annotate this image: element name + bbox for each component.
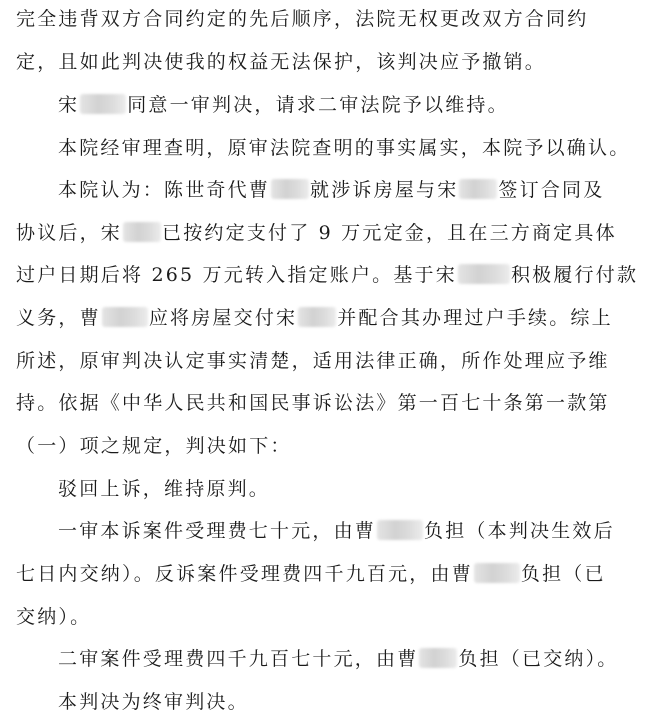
line-text: 完全违背双方合同约定的先后顺序，法院无权更改双方合同约 (16, 8, 589, 30)
line-text: 并配合其办理过户手续。综上 (337, 307, 613, 329)
line-text: 已按约定支付了 9 万元定金，且在三方商定具体 (162, 222, 617, 244)
paragraph-line (0, 513, 647, 549)
line-text: 本院经审理查明，原审法院查明的事实属实，本院予以确认。 (58, 137, 631, 159)
line-text: 本判决为终审判决。 (58, 691, 249, 713)
line-text: 就涉诉房屋与宋 (310, 179, 459, 201)
paragraph-line (0, 87, 647, 123)
paragraph-line (0, 684, 647, 720)
paragraph-line (0, 130, 647, 166)
redacted-name-block (271, 179, 309, 199)
line-text: 负担（本判决生效后 (424, 520, 615, 542)
line-text: 本院认为：陈世奇代曹 (58, 179, 271, 201)
redacted-name-block (80, 94, 126, 114)
redacted-name-block (102, 307, 148, 327)
paragraph-line (0, 343, 647, 379)
line-text: 同意一审判决，请求二审法院予以维持。 (127, 94, 509, 116)
redacted-name-block (458, 264, 510, 284)
line-text: 负担（已 (520, 563, 606, 585)
redacted-name-block (474, 563, 520, 583)
line-text: 七日内交纳）。反诉案件受理费四千九百元，由曹 (16, 563, 473, 585)
line-text: 所述，原审判决认定事实清楚，适用法律正确，所作处理应予维 (16, 350, 610, 372)
line-text: 负担（已交纳）。 (458, 648, 619, 670)
line-text: 驳回上诉，维持原判。 (58, 478, 271, 500)
paragraph-line (0, 300, 647, 336)
redacted-name-block (123, 222, 161, 242)
paragraph-line (0, 641, 647, 677)
paragraph-line (0, 599, 647, 635)
paragraph-line (0, 428, 647, 464)
paragraph-line (0, 257, 647, 293)
paragraph-line (0, 44, 647, 80)
paragraph-line (0, 172, 647, 208)
line-text: 过户日期后将 265 万元转入指定账户。基于宋 (16, 264, 457, 286)
line-text: （一）项之规定，判决如下： (16, 435, 292, 457)
line-text: 应将房屋交付宋 (148, 307, 298, 329)
line-text: 协议后，宋 (16, 222, 123, 244)
redacted-name-block (377, 520, 423, 540)
paragraph-line (0, 385, 647, 421)
paragraph-line (0, 471, 647, 507)
paragraph-line (0, 215, 647, 251)
line-text: 积极履行付款 (510, 264, 639, 286)
line-text: 二审案件受理费四千九百七十元，由曹 (58, 648, 419, 670)
paragraph-line (0, 1, 647, 37)
line-text: 定，且如此判决使我的权益无法保护，该判决应予撤销。 (16, 51, 547, 73)
redacted-name-block (298, 307, 336, 327)
redacted-name-block (419, 648, 457, 668)
paragraph-line (0, 556, 647, 592)
line-text: 签订合同及 (498, 179, 605, 201)
line-text: 持。依据《中华人民共和国民事诉讼法》第一百七十条第一款第 (16, 392, 610, 414)
line-text: 义务，曹 (16, 307, 101, 329)
line-text: 交纳）。 (16, 606, 92, 628)
line-text: 宋 (58, 94, 80, 116)
line-text: 一审本诉案件受理费七十元，由曹 (58, 520, 377, 542)
redacted-name-block (459, 179, 497, 199)
